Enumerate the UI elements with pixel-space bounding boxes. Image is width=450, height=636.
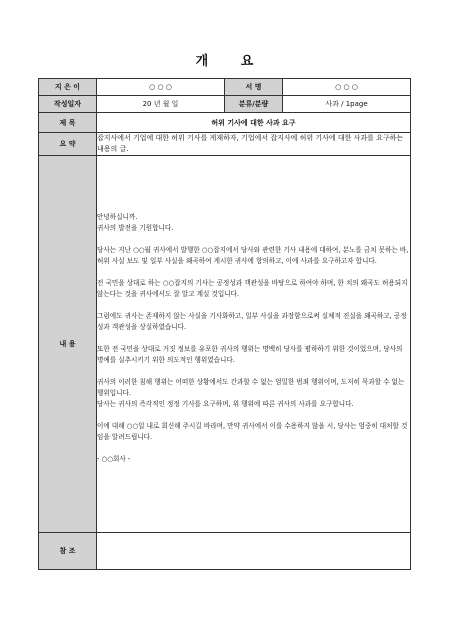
date-value: 20 년 월 일 bbox=[97, 96, 225, 113]
reference-value bbox=[97, 533, 411, 570]
content-label: 내 용 bbox=[39, 156, 97, 533]
book-title-value: ○ ○ ○ bbox=[283, 79, 411, 96]
content-paragraph: 또한 전 국민을 상대로 거짓 정보를 유포한 귀사의 행위는 명백히 당사를 폄하하기 위한 것이었으며, 당사의 명예를 실추시키기 위한 의도적인 행위였습니다. bbox=[97, 345, 403, 364]
document-title: 개 요 bbox=[195, 54, 255, 69]
author-label: 지 은 이 bbox=[39, 79, 97, 96]
content-paragraph: 전 국민을 상대로 하는 ○○잡지의 기사는 공정성과 객관성을 바탕으로 하여야 하며, 한 치의 왜곡도 허용되지 않는다는 것을 귀사에서도 잘 알고 계실 것입니다. bbox=[97, 279, 408, 298]
date-row bbox=[39, 96, 411, 113]
author-value: ○ ○ ○ bbox=[97, 79, 225, 96]
summary-row bbox=[39, 133, 411, 156]
reference-label: 참 조 bbox=[39, 533, 97, 570]
category-value: 사과 / 1page bbox=[283, 96, 411, 113]
content-paragraph: 그럼에도 귀사는 존재하지 않는 사실을 기사화하고, 일부 사실을 과장함으로써 실체적 진실을 왜곡하고, 공정성과 객관성을 상실하였습니다. bbox=[97, 312, 407, 331]
reference-row bbox=[39, 533, 411, 570]
date-label: 작성일자 bbox=[39, 96, 97, 113]
summary-form-table bbox=[38, 78, 411, 570]
subject-value: 허위 기사에 대한 사과 요구 bbox=[97, 113, 411, 133]
signature-line: - ○○회사 - bbox=[97, 455, 131, 463]
summary-value: 잡지사에서 기업에 대한 허위 기사를 게재하자, 기업에서 잡지사에 허위 기사에 대한 사과를 요구하는 내용의 글. bbox=[97, 133, 411, 156]
book-title-label: 서 명 bbox=[225, 79, 283, 96]
content-body bbox=[97, 156, 411, 533]
content-paragraph: 당사는 지난 ○○월 귀사에서 발행한 ○○잡지에서 당사와 관련한 기사 내용에 대하여, 분노를 금치 못하는 바, 허위 사실 보도 및 일부 사실을 왜곡하여 게시한 귀사에 항의하고, 이에 사과를 요구하고자 합니다. bbox=[97, 246, 409, 265]
summary-label: 요 약 bbox=[39, 133, 97, 156]
author-row bbox=[39, 79, 411, 96]
subject-row bbox=[39, 113, 411, 133]
subject-label: 제 목 bbox=[39, 113, 97, 133]
content-row bbox=[39, 156, 411, 533]
content-paragraph: 이에 대해 ○○일 내로 회신해 주시길 바라며, 만약 귀사에서 이를 수용하지 않을 시, 당사는 엄중히 대처할 것임을 알려드립니다. bbox=[97, 422, 408, 441]
content-paragraph: 안녕하십니까. 귀사의 발전을 기원합니다. bbox=[97, 213, 174, 232]
content-paragraph: 귀사의 이러한 침해 행위는 어떠한 상황에서도 간과할 수 없는 엄밀한 범죄 행위이며, 도저히 묵과할 수 없는 행위입니다. 당사는 귀사의 즉각적인 정정 기사를 요구하며, 위 행위에 따른 귀사의 사과를 요구합니다. bbox=[97, 378, 405, 408]
category-label: 분류/분량 bbox=[225, 96, 283, 113]
